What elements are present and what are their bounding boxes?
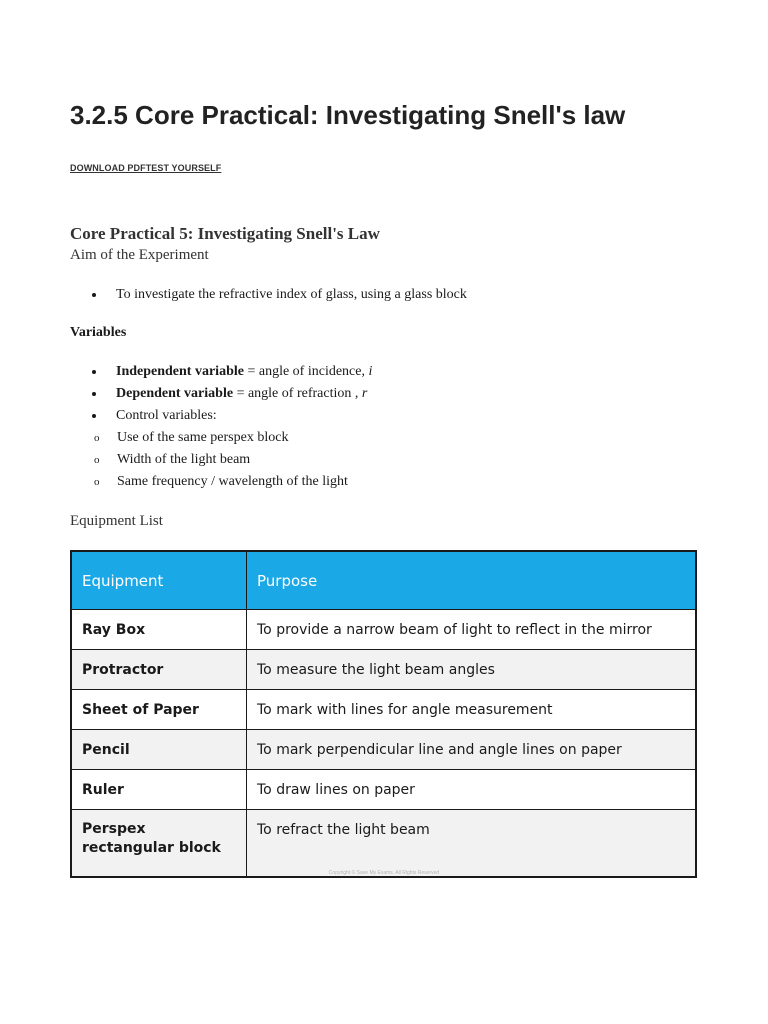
equipment-cell: Ruler [71, 770, 247, 810]
purpose-cell: To draw lines on paper [247, 770, 697, 810]
control-variables-label: Control variables: [116, 408, 217, 423]
purpose-cell: To mark with lines for angle measurement [247, 690, 697, 730]
independent-variable-item [70, 363, 372, 385]
table-header-row [71, 551, 696, 610]
table-row [71, 690, 696, 730]
aim-heading: Aim of the Experiment [70, 247, 209, 263]
dependent-variable-text: = angle of refraction , [233, 386, 362, 401]
incidence-symbol: i [368, 364, 373, 379]
aim-list [70, 286, 467, 308]
control-variables-sublist [70, 429, 372, 495]
copyright-notice: Copyright © Save My Exams. All Rights Reserved [328, 870, 440, 876]
purpose-cell: To measure the light beam angles [247, 650, 697, 690]
table-row [71, 730, 696, 770]
equipment-cell: Perspex rectangular block [71, 810, 247, 878]
control-variable-item: o Same frequency / wavelength of the light [24, 473, 372, 495]
download-pdf-link[interactable]: DOWNLOAD PDF [70, 163, 146, 173]
dependent-variable-label: Dependent variable [116, 386, 234, 401]
control-variables-item [70, 407, 372, 429]
table-row [71, 810, 696, 878]
equipment-cell: Pencil [71, 730, 247, 770]
dependent-variable-item [70, 385, 372, 407]
equipment-cell: Protractor [71, 650, 247, 690]
equipment-table [70, 550, 697, 878]
equipment-cell: Ray Box [71, 610, 247, 650]
independent-variable-text: = angle of incidence, [243, 364, 369, 379]
practical-heading: Core Practical 5: Investigating Snell's Law [70, 224, 380, 243]
equipment-heading: Equipment List [70, 513, 163, 529]
test-yourself-link[interactable]: TEST YOURSELF [145, 163, 222, 173]
header-links [70, 163, 221, 173]
column-header-equipment: Equipment [71, 551, 247, 610]
purpose-cell: To refract the light beam [247, 810, 697, 878]
control-variable-item: o Width of the light beam [24, 451, 372, 473]
table-row [71, 650, 696, 690]
control-variables-sublist-wrapper [70, 429, 372, 495]
equipment-cell: Sheet of Paper [71, 690, 247, 730]
table-row [71, 770, 696, 810]
independent-variable-label: Independent variable [116, 364, 244, 379]
column-header-purpose: Purpose [247, 551, 697, 610]
refraction-symbol: r [361, 386, 368, 401]
purpose-cell: To mark perpendicular line and angle lines on paper [247, 730, 697, 770]
table-row [71, 610, 696, 650]
variables-heading: Variables [70, 325, 127, 340]
variables-list [70, 363, 372, 495]
control-variable-item: o Use of the same perspex block [24, 429, 372, 451]
purpose-cell: To provide a narrow beam of light to reflect in the mirror [247, 610, 697, 650]
aim-item: To investigate the refractive index of glass, using a glass block [70, 286, 467, 308]
page-title: 3.2.5 Core Practical: Investigating Snell's law [70, 100, 626, 130]
